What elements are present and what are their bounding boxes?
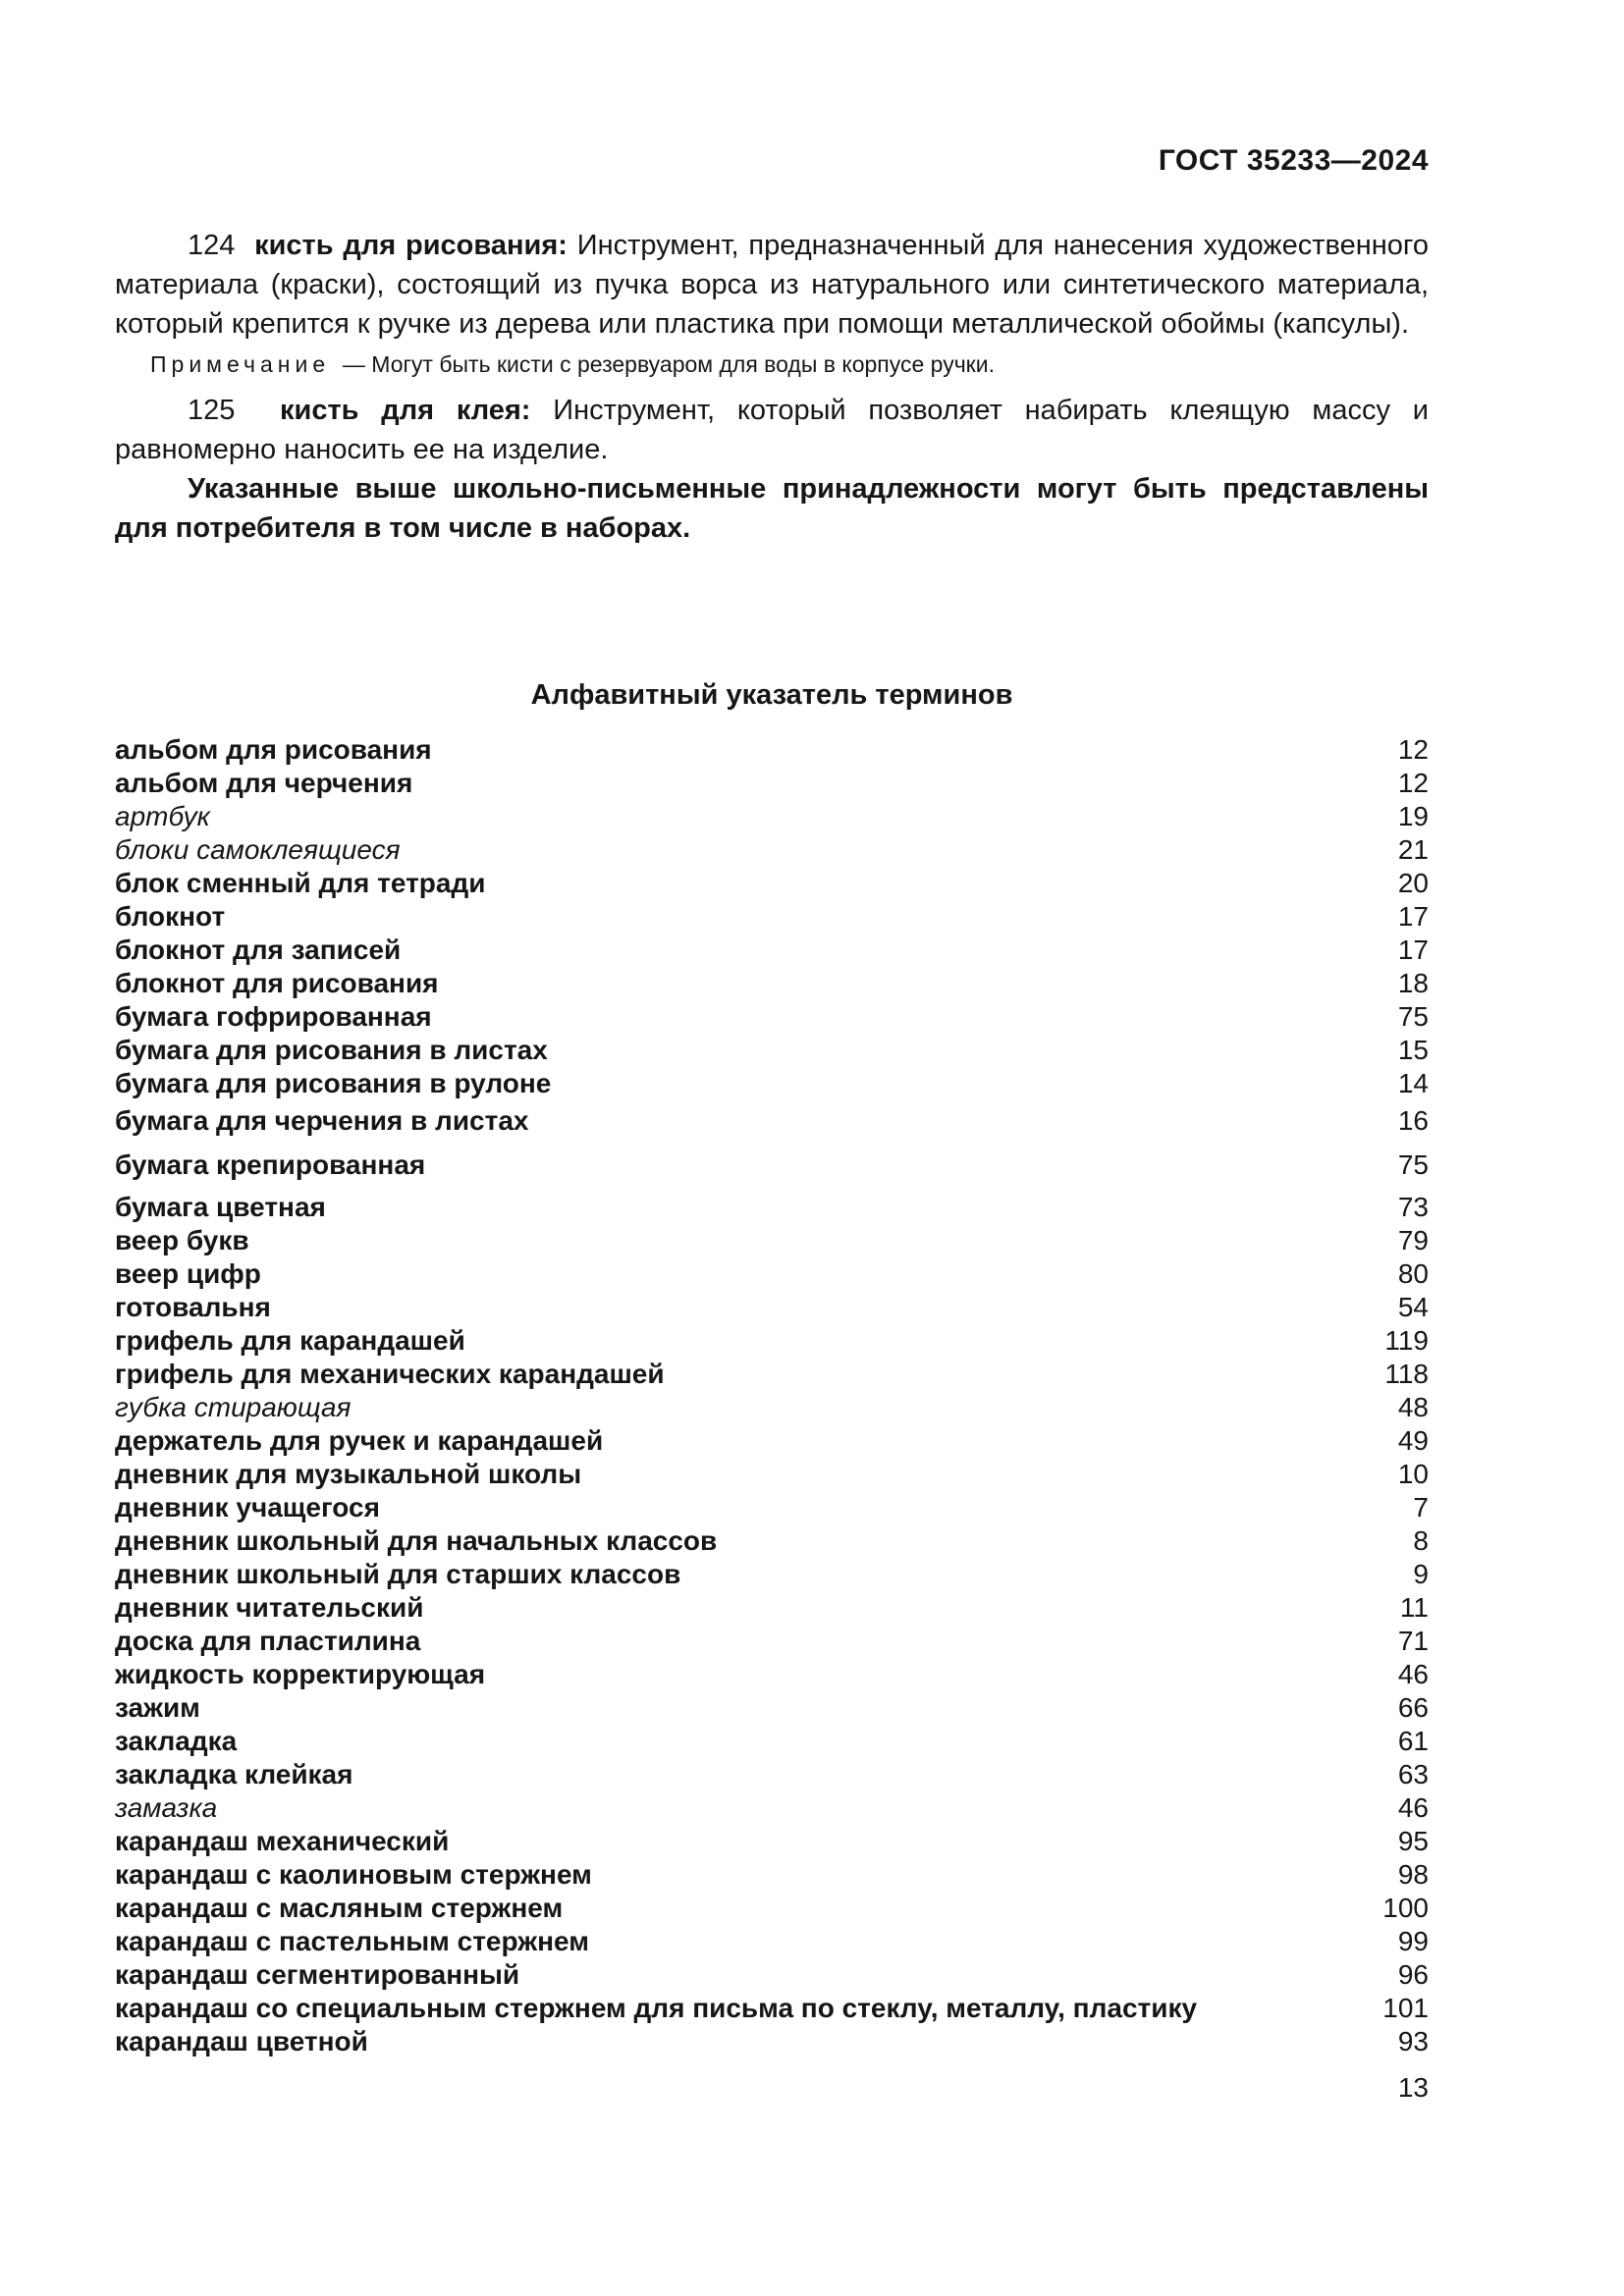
index-entry-page: 96 <box>1397 1959 1429 1990</box>
index-entry-term: бумага крепированная <box>115 1149 426 1180</box>
index-entry-page: 99 <box>1397 1926 1429 1956</box>
index-entry-term: карандаш цветной <box>115 2026 368 2056</box>
index-entry-page: 61 <box>1397 1726 1429 1756</box>
index-entry-term: замазка <box>115 1792 218 1823</box>
index-entry-term: блокнот <box>115 901 226 932</box>
index-entry-term: блоки самоклеящиеся <box>115 834 401 865</box>
index-entry-page: 48 <box>1397 1392 1429 1422</box>
index-entry-page: 80 <box>1397 1258 1429 1289</box>
index-entry-page: 46 <box>1397 1792 1429 1823</box>
index-entry-term: дневник читательский <box>115 1592 424 1623</box>
index-entry-term: доска для пластилина <box>115 1626 421 1656</box>
index-entry-term: грифель для механических карандашей <box>115 1359 665 1389</box>
index-entry <box>115 1791 1429 1825</box>
index-entry <box>115 1725 1429 1758</box>
index-entry-page: 98 <box>1397 1859 1429 1890</box>
index-entry-term: блок сменный для тетради <box>115 868 486 898</box>
index-entry-page: 63 <box>1397 1759 1429 1789</box>
index-entry-page: 46 <box>1397 1659 1429 1689</box>
index-entry-term: дневник для музыкальной школы <box>115 1459 582 1489</box>
index-entry <box>115 967 1429 1000</box>
index-entry-page: 66 <box>1397 1692 1429 1723</box>
index-entry-term: бумага для рисования в листах <box>115 1035 548 1065</box>
term-definition-125 <box>115 391 1429 469</box>
index-entry-page: 11 <box>1399 1592 1429 1623</box>
index-entry-term: блокнот для записей <box>115 934 402 965</box>
index-entry <box>115 1858 1429 1892</box>
index-entry <box>115 1104 1429 1138</box>
term-name: кисть для рисования: <box>254 230 568 261</box>
index-entry <box>115 2025 1429 2058</box>
index-entry-page: 73 <box>1397 1192 1429 1222</box>
index-entry-page: 12 <box>1397 768 1429 798</box>
term-number: 125 <box>188 395 236 426</box>
index-entry-page: 7 <box>1413 1492 1429 1522</box>
index-entry-page: 8 <box>1413 1525 1429 1556</box>
index-entry <box>115 1458 1429 1491</box>
index-entry-term: веер букв <box>115 1225 249 1255</box>
index-entry-page: 14 <box>1397 1068 1429 1098</box>
index-entry <box>115 833 1429 867</box>
index-entry-page: 9 <box>1413 1559 1429 1589</box>
index-entry <box>115 1000 1429 1034</box>
index-entry-page: 15 <box>1397 1035 1429 1065</box>
index-entry-page: 17 <box>1397 901 1429 932</box>
index-entry <box>115 867 1429 900</box>
index-entry <box>115 800 1429 833</box>
index-entry-page: 18 <box>1397 968 1429 998</box>
index-entry-page: 119 <box>1384 1325 1429 1356</box>
index-entry-page: 95 <box>1397 1826 1429 1856</box>
index-entry-term: альбом для рисования <box>115 734 432 765</box>
index-entry <box>115 900 1429 934</box>
index-entry <box>115 1625 1429 1658</box>
index-entry <box>115 1925 1429 1958</box>
index-entry <box>115 1424 1429 1458</box>
term-definition-text: Инструмент, который позволяет набирать клеящую массу и равномерно наносить ее на изделие. <box>115 395 1429 465</box>
index-entry-term: губка стирающая <box>115 1392 352 1422</box>
index-entry-page: 101 <box>1382 1993 1429 2023</box>
index-entry-term: закладка клейкая <box>115 1759 353 1789</box>
index-entry <box>115 1191 1429 1224</box>
closing-paragraph: Указанные выше школьно-письменные принадлежности могут быть представлены для потребителя в том числе в наборах. <box>115 473 1429 544</box>
term-number: 124 <box>188 230 236 261</box>
index-entry-term: дневник школьный для старших классов <box>115 1559 681 1589</box>
index-entry <box>115 1958 1429 1992</box>
index-entry-term: карандаш с пастельным стержнем <box>115 1926 589 1956</box>
index-entry-page: 12 <box>1397 734 1429 765</box>
index-entry-term: альбом для черчения <box>115 768 413 798</box>
index-entry <box>115 1391 1429 1424</box>
term-name: кисть для клея: <box>279 395 531 426</box>
index-entry <box>115 1224 1429 1257</box>
index-entry <box>115 1067 1429 1100</box>
term-definition-124 <box>115 226 1429 344</box>
index-entry <box>115 1034 1429 1067</box>
index-entry-term: готовальня <box>115 1292 271 1322</box>
index-entry-term: жидкость корректирующая <box>115 1659 486 1689</box>
index-entry-page: 16 <box>1397 1105 1429 1136</box>
index-entry <box>115 1291 1429 1324</box>
index-entry-term: бумага гофрированная <box>115 1001 432 1032</box>
index-entry-page: 17 <box>1397 934 1429 965</box>
index-entry-term: бумага для черчения в листах <box>115 1105 529 1136</box>
index-entry-page: 118 <box>1384 1359 1429 1389</box>
index-entry-term: бумага для рисования в рулоне <box>115 1068 552 1098</box>
index-entry <box>115 1491 1429 1524</box>
index-entry <box>115 1758 1429 1791</box>
index-entry <box>115 1992 1429 2025</box>
term-definition-text: Инструмент, предназначенный для нанесения художественного материала (краски), состоящий из пучка ворса из натурального или синтетического материала, который крепится к ручке из дерева или пластика при помощи металлической обоймы (капсулы). <box>115 230 1429 340</box>
index-entry-page: 49 <box>1397 1425 1429 1456</box>
index-entry-term: держатель для ручек и карандашей <box>115 1425 604 1456</box>
index-entry-term: карандаш с масляным стержнем <box>115 1893 564 1923</box>
index-entry-page: 21 <box>1397 834 1429 865</box>
index-entry-term: блокнот для рисования <box>115 968 439 998</box>
document-code-header: ГОСТ 35233—2024 <box>1158 144 1429 177</box>
index-entry <box>115 934 1429 967</box>
index-entry <box>115 1691 1429 1725</box>
index-entry <box>115 767 1429 800</box>
index-entry-term: карандаш механический <box>115 1826 450 1856</box>
index-entry-term: грифель для карандашей <box>115 1325 465 1356</box>
page-content <box>115 0 1429 2105</box>
note-paragraph <box>115 349 1429 379</box>
index-entry-page: 20 <box>1397 868 1429 898</box>
index-list <box>115 733 1429 2058</box>
index-entry <box>115 1892 1429 1925</box>
index-entry-page: 75 <box>1397 1001 1429 1032</box>
index-entry <box>115 1257 1429 1291</box>
index-entry-page: 93 <box>1397 2026 1429 2056</box>
note-label: Примечание <box>150 351 331 377</box>
note-text: — Могут быть кисти с резервуаром для воды в корпусе ручки. <box>342 351 995 377</box>
index-entry <box>115 1524 1429 1558</box>
index-entry-page: 75 <box>1397 1149 1429 1180</box>
index-entry-term: закладка <box>115 1726 238 1756</box>
index-entry-page: 71 <box>1397 1626 1429 1656</box>
index-entry-term: карандаш сегментированный <box>115 1959 520 1990</box>
index-title: Алфавитный указатель терминов <box>530 679 1013 711</box>
index-entry-page: 10 <box>1397 1459 1429 1489</box>
index-entry-term: дневник учащегося <box>115 1492 380 1522</box>
index-entry-page: 19 <box>1397 801 1429 831</box>
index-entry <box>115 1148 1429 1182</box>
index-entry <box>115 1825 1429 1858</box>
index-entry-term: веер цифр <box>115 1258 261 1289</box>
index-entry <box>115 1358 1429 1391</box>
index-entry <box>115 1658 1429 1691</box>
index-entry-term: зажим <box>115 1692 200 1723</box>
index-entry-term: дневник школьный для начальных классов <box>115 1525 718 1556</box>
index-entry <box>115 1558 1429 1591</box>
page-number: 13 <box>1397 2072 1429 2103</box>
index-entry <box>115 1591 1429 1625</box>
index-entry-page: 100 <box>1382 1893 1429 1923</box>
index-entry-page: 54 <box>1397 1292 1429 1322</box>
index-entry-term: карандаш с каолиновым стержнем <box>115 1859 592 1890</box>
index-entry-page: 79 <box>1397 1225 1429 1255</box>
index-entry <box>115 1324 1429 1358</box>
index-entry <box>115 733 1429 767</box>
index-entry-term: бумага цветная <box>115 1192 326 1222</box>
index-entry-term: карандаш со специальным стержнем для письма по стеклу, металлу, пластику <box>115 1993 1198 2023</box>
index-entry-term: артбук <box>115 801 210 831</box>
